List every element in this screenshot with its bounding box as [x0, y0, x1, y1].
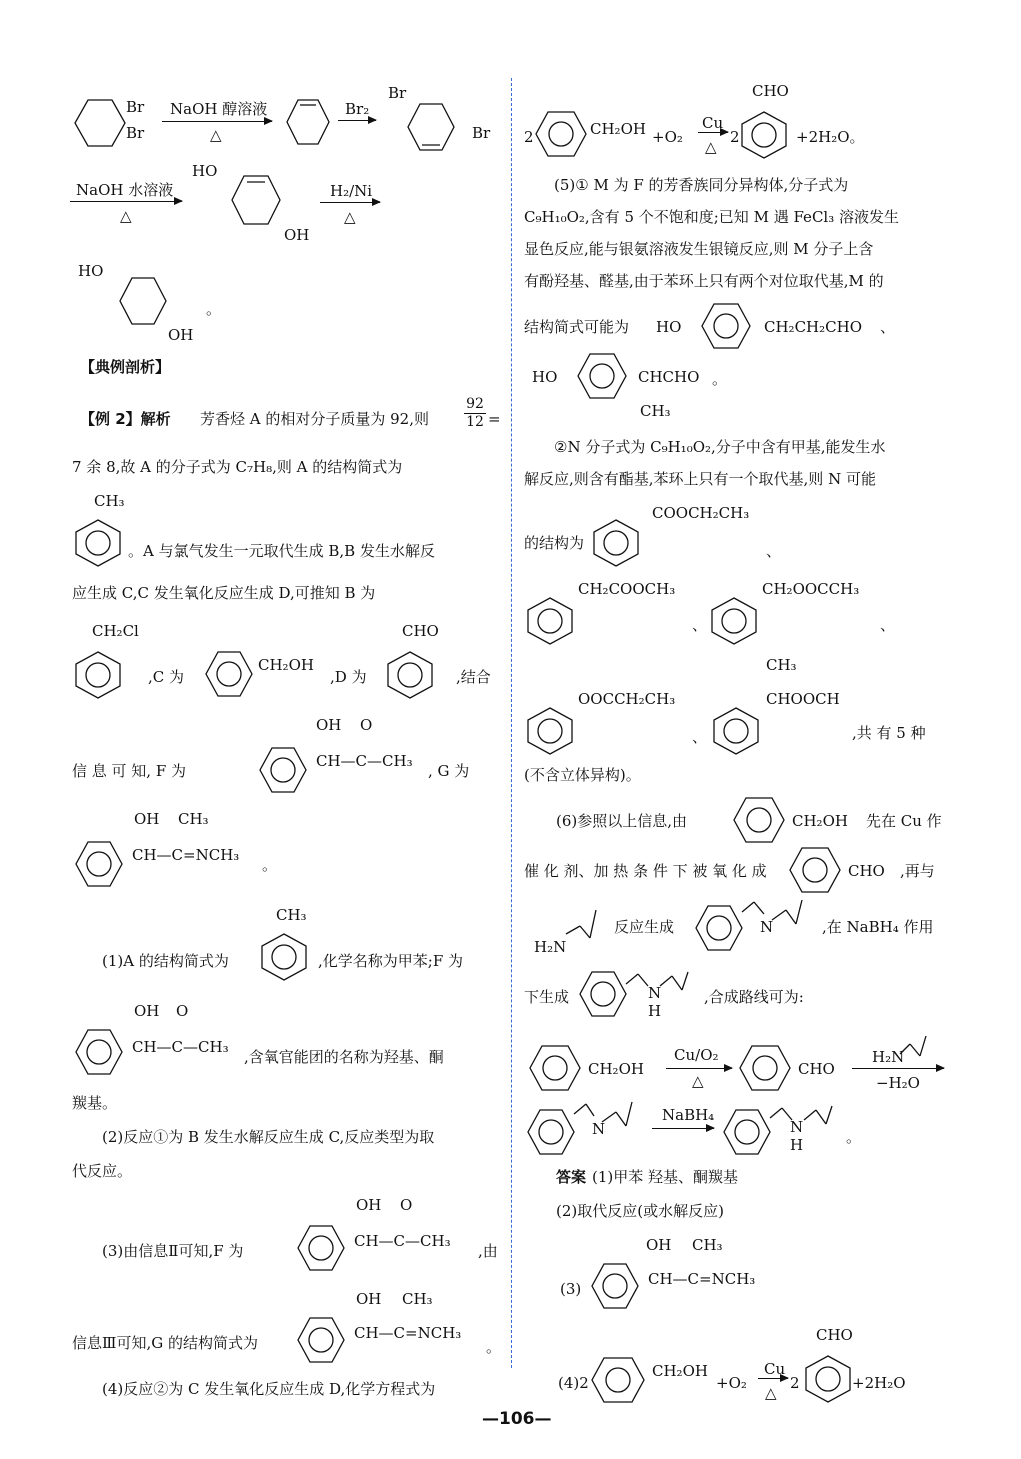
- paragraph-text: ②N 分子式为 C₉H₁₀O₂,分子中含有甲基,能发生水: [554, 438, 886, 456]
- paragraph-text: 下生成: [524, 988, 570, 1006]
- benzene-ring: [528, 598, 572, 644]
- paragraph-text: ,再与: [900, 862, 935, 880]
- paragraph-text: , G 为: [428, 762, 470, 780]
- water-product: +2H₂O。: [796, 128, 865, 146]
- paragraph-text: (1)A 的结构简式为: [102, 952, 229, 970]
- coefficient: 2: [730, 128, 740, 146]
- amine-chain: [770, 1106, 846, 1142]
- answer-text: (4)2: [558, 1374, 589, 1392]
- reagent-label: NaBH₄: [662, 1106, 715, 1124]
- amine-label: H₂N: [872, 1048, 905, 1066]
- reaction-arrow: [698, 132, 728, 133]
- paragraph-text: ,含氧官能团的名称为羟基、酮: [244, 1048, 444, 1066]
- benzene-ring: [578, 354, 626, 398]
- aldehyde-label: CHO: [848, 862, 885, 880]
- ketone-chain-label: CH—C—CH₃: [132, 1038, 229, 1056]
- ester-group-label: CHOOCH: [766, 690, 840, 708]
- methyl-label: CH₃: [94, 492, 125, 510]
- benzene-ring: [592, 1264, 638, 1308]
- separator: 、: [880, 616, 896, 634]
- oxygen-reactant: +O₂: [716, 1374, 747, 1392]
- benzene-ring: [528, 1110, 574, 1154]
- column-divider: [511, 78, 512, 1368]
- benzene-ring: [262, 934, 306, 980]
- paragraph-text: 。A 与氯气发生一元取代生成 B,B 发生水解反: [128, 542, 435, 560]
- hydroxyl-label: HO: [532, 368, 558, 386]
- period: 。: [846, 1128, 862, 1146]
- cyclohexenediol-ring: [232, 176, 280, 224]
- hydroxyl-label: OH: [316, 716, 342, 734]
- oxygen-label: O: [400, 1196, 413, 1214]
- paragraph-text: ,化学名称为甲苯;F 为: [318, 952, 463, 970]
- reagent-label: Cu/O₂: [674, 1046, 719, 1064]
- hydroxyl-label: OH: [646, 1236, 672, 1254]
- reaction-arrow: [652, 1128, 714, 1129]
- separator: 、: [692, 616, 708, 634]
- dibromocyclohexene-ring: [408, 104, 454, 150]
- benzene-ring: [298, 1226, 344, 1270]
- fraction: 92 12: [464, 397, 486, 430]
- paragraph-text: ,C 为: [148, 668, 185, 686]
- hydroxymethyl-label: CH₂OH: [652, 1362, 708, 1380]
- paragraph-text: ,D 为: [330, 668, 367, 686]
- methyl-label: CH₃: [402, 1290, 433, 1308]
- reagent-label: NaOH 醇溶液: [170, 100, 268, 118]
- oxygen-reactant: +O₂: [652, 128, 683, 146]
- aldehyde-label: CHO: [752, 82, 789, 100]
- paragraph-text: 信 息 可 知, F 为: [72, 762, 187, 780]
- benzene-ring: [592, 1358, 644, 1402]
- side-chain-label: CH₂CH₂CHO: [764, 318, 862, 336]
- amine-label: H₂N: [534, 938, 567, 956]
- paragraph-text: 结构简式可能为: [524, 318, 630, 336]
- reagent-label: Br₂: [345, 100, 370, 118]
- benzene-ring: [702, 304, 750, 348]
- period: 。: [712, 370, 728, 388]
- reaction-arrow: [666, 1068, 732, 1069]
- paragraph-text: 代反应。: [72, 1162, 133, 1180]
- paragraph-text: 解反应,则含有酯基,苯环上只有一个取代基,则 N 可能: [524, 470, 876, 488]
- paragraph-text: (3)由信息Ⅱ可知,F 为: [102, 1242, 244, 1260]
- imine-chain-label: CH—C=NCH₃: [648, 1270, 756, 1288]
- separator: 、: [880, 318, 896, 336]
- methyl-label: CH₃: [640, 402, 671, 420]
- benzene-ring: [724, 1110, 770, 1154]
- benzene-ring: [580, 972, 626, 1016]
- benzene-ring: [76, 842, 122, 886]
- benzene-ring: [260, 748, 306, 792]
- cyclohexane-ring: [75, 100, 125, 146]
- period: 。: [206, 300, 222, 318]
- answer-text: (2)取代反应(或水解反应): [556, 1202, 724, 1220]
- ketone-chain-label: CH—C—CH₃: [354, 1232, 451, 1250]
- benzene-ring: [714, 708, 758, 754]
- paragraph-text: (不含立体异构)。: [524, 766, 641, 784]
- section-heading: 【典例剖析】: [80, 358, 171, 376]
- coefficient: 2: [524, 128, 534, 146]
- hydroxyl-label: OH: [356, 1196, 382, 1214]
- catalyst-label: Cu: [764, 1360, 786, 1378]
- benzene-ring: [298, 1318, 344, 1362]
- amine-chain: [626, 972, 706, 1008]
- ester-group-label: OOCCH₂CH₃: [578, 690, 676, 708]
- benzene-ring: [528, 708, 572, 754]
- paragraph-text: ,共 有 5 种: [852, 724, 926, 742]
- answer-label: 答案: [556, 1168, 587, 1186]
- paragraph-text: ,在 NaBH₄ 作用: [822, 918, 934, 936]
- benzene-ring: [388, 652, 432, 698]
- nitrogen-atom: N: [790, 1118, 804, 1136]
- nitrogen-atom: N: [592, 1120, 606, 1138]
- reaction-arrow: [338, 120, 376, 121]
- condition-label: △: [705, 138, 717, 156]
- hydroxymethyl-label: CH₂OH: [792, 812, 848, 830]
- catalyst-label: Cu: [702, 114, 724, 132]
- paragraph-text: 有酚羟基、醛基,由于苯环上只有两个对位取代基,M 的: [524, 272, 884, 290]
- hydroxyl-label: OH: [134, 1002, 160, 1020]
- benzene-ring: [712, 598, 756, 644]
- aldehyde-label: CHO: [402, 622, 439, 640]
- paragraph-text: ,由: [478, 1242, 498, 1260]
- page-number: —106—: [482, 1409, 552, 1429]
- benzene-ring: [806, 1356, 850, 1402]
- isobutyl-chain: [566, 906, 606, 942]
- ester-group-label: CH₂COOCH₃: [578, 580, 676, 598]
- paragraph-text: 催 化 剂、加 热 条 件 下 被 氧 化 成: [524, 862, 767, 880]
- paragraph-text: 羰基。: [72, 1094, 118, 1112]
- benzene-ring: [790, 848, 840, 892]
- condition-label: △: [210, 126, 222, 144]
- condition-label: −H₂O: [876, 1074, 920, 1092]
- imine-chain: [574, 1102, 648, 1138]
- benzene-ring: [76, 652, 120, 698]
- benzene-ring: [536, 112, 586, 156]
- separator: 、: [692, 728, 708, 746]
- cyclohexanediol-ring: [120, 278, 166, 324]
- paragraph-text: (6)参照以上信息,由: [556, 812, 688, 830]
- paragraph-text: 显色反应,能与银氨溶液发生银镜反应,则 M 分子上含: [524, 240, 874, 258]
- chloromethyl-label: CH₂Cl: [92, 622, 139, 640]
- reaction-arrow: [70, 201, 182, 202]
- reagent-label: H₂/Ni: [330, 182, 373, 200]
- condition-label: △: [692, 1072, 704, 1090]
- paragraph-text: 反应生成: [614, 918, 675, 936]
- paragraph-text: (4)反应②为 C 发生氧化反应生成 D,化学方程式为: [102, 1380, 436, 1398]
- hydroxyl-label: HO: [192, 162, 218, 180]
- bromo-substituent: Br: [126, 124, 145, 142]
- benzene-ring: [76, 1030, 122, 1074]
- oxygen-label: O: [176, 1002, 189, 1020]
- nitrogen-atom: N: [648, 984, 662, 1002]
- hydrogen-atom: H: [648, 1002, 662, 1020]
- isobutyl-chain: [900, 1036, 940, 1060]
- aldehyde-label: CHO: [798, 1060, 835, 1078]
- methyl-label: CH₃: [692, 1236, 723, 1254]
- aldehyde-label: CHO: [816, 1326, 853, 1344]
- imine-chain-label: CH—C=NCH₃: [132, 846, 240, 864]
- benzene-ring: [206, 652, 252, 696]
- coefficient: 2: [790, 1374, 800, 1392]
- benzene-ring: [530, 1046, 580, 1090]
- imine-chain: [742, 900, 822, 936]
- example-label: 【例 2】解析: [80, 410, 171, 428]
- paragraph-text: 7 余 8,故 A 的分子式为 C₇H₈,则 A 的结构简式为: [72, 458, 403, 476]
- paragraph-text: (2)反应①为 B 发生水解反应生成 C,反应类型为取: [102, 1128, 435, 1146]
- reaction-arrow: [162, 121, 272, 122]
- period: 。: [262, 856, 278, 874]
- hydroxyl-label: OH: [356, 1290, 382, 1308]
- paragraph-text: 的结构为: [524, 534, 585, 552]
- paragraph-text: 先在 Cu 作: [866, 812, 942, 830]
- paragraph-text: 应生成 C,C 发生氧化反应生成 D,可推知 B 为: [72, 584, 376, 602]
- benzene-ring: [594, 520, 638, 566]
- hydroxymethyl-label: CH₂OH: [588, 1060, 644, 1078]
- paragraph-text: (5)① M 为 F 的芳香族同分异构体,分子式为: [554, 176, 849, 194]
- ketone-chain-label: CH—C—CH₃: [316, 752, 413, 770]
- benzene-ring: [76, 520, 120, 566]
- imine-chain-label: CH—C=NCH₃: [354, 1324, 462, 1342]
- nitrogen-atom: N: [760, 918, 774, 936]
- bromo-substituent: Br: [472, 124, 491, 142]
- hydroxymethyl-label: CH₂OH: [258, 656, 314, 674]
- benzene-ring: [696, 906, 742, 950]
- hydroxyl-label: OH: [134, 810, 160, 828]
- cyclohexene-ring: [287, 100, 329, 144]
- paragraph-text: ,合成路线可为:: [704, 988, 804, 1006]
- bromo-substituent: Br: [388, 84, 407, 102]
- condition-label: △: [765, 1384, 777, 1402]
- answer-text: (3): [560, 1280, 582, 1298]
- paragraph-text: C₉H₁₀O₂,含有 5 个不饱和度;已知 M 遇 FeCl₃ 溶液发生: [524, 208, 899, 226]
- benzene-ring: [734, 798, 784, 842]
- separator: 、: [766, 542, 782, 560]
- paragraph-text: 芳香烃 A 的相对分子质量为 92,则: [200, 410, 429, 428]
- reaction-arrow: [758, 1378, 788, 1379]
- methyl-label: CH₃: [178, 810, 209, 828]
- period: 。: [486, 1338, 502, 1356]
- reagent-label: NaOH 水溶液: [76, 181, 174, 199]
- condition-label: △: [344, 208, 356, 226]
- side-chain-label: CHCHO: [638, 368, 700, 386]
- hydroxymethyl-label: CH₂OH: [590, 120, 646, 138]
- answer-text: (1)甲苯 羟基、酮羰基: [592, 1168, 739, 1186]
- paragraph-text: 信息Ⅲ可知,G 的结构简式为: [72, 1334, 258, 1352]
- hydroxyl-label: HO: [656, 318, 682, 336]
- reaction-arrow: [852, 1068, 944, 1069]
- hydroxyl-label: OH: [284, 226, 310, 244]
- bromo-substituent: Br: [126, 98, 145, 116]
- reaction-arrow: [320, 202, 380, 203]
- ester-group-label: CH₂OOCCH₃: [762, 580, 860, 598]
- paragraph-text: ,结合: [456, 668, 491, 686]
- water-product: +2H₂O: [852, 1374, 906, 1392]
- hydroxyl-label: OH: [168, 326, 194, 344]
- oxygen-label: O: [360, 716, 373, 734]
- benzene-ring: [742, 112, 786, 158]
- condition-label: △: [120, 207, 132, 225]
- benzene-ring: [740, 1046, 790, 1090]
- ester-group-label: COOCH₂CH₃: [652, 504, 750, 522]
- methyl-label: CH₃: [276, 906, 307, 924]
- methyl-label: CH₃: [766, 656, 797, 674]
- equals-sign: =: [488, 410, 501, 428]
- hydroxyl-label: HO: [78, 262, 104, 280]
- hydrogen-atom: H: [790, 1136, 804, 1154]
